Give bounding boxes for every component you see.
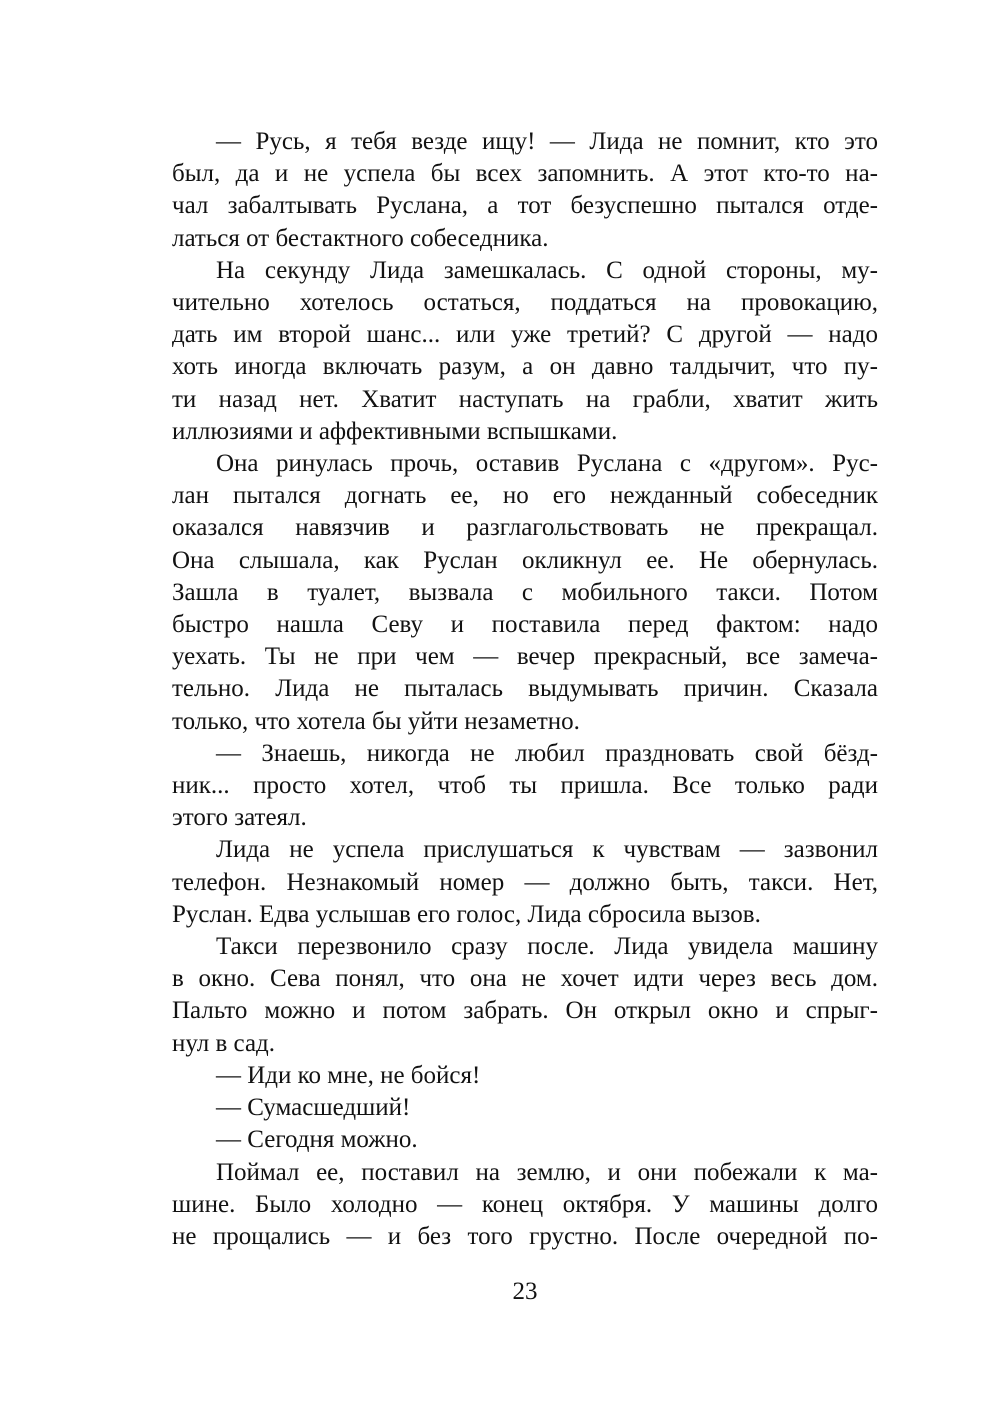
text-line: не прощались — и без того грустно. После очередной по- — [172, 1222, 878, 1250]
paragraph — [172, 738, 878, 835]
text-line: Пальто можно и потом забрать. Он открыл окно и спрыг- — [172, 997, 878, 1025]
text-line: — Сумасшедший! — [216, 1094, 411, 1122]
text-line: — Русь, я тебя везде ищу! — Лида не помнит, кто это — [216, 128, 878, 155]
text-line: Зашла в туалет, вызвала с мобильного такси. Потом — [172, 578, 878, 606]
text-line: телефон. Незнакомый номер — должно быть, такси. Нет, — [172, 868, 878, 896]
text-line: шине. Было холодно — конец октября. У машины долго — [172, 1190, 878, 1218]
text-line: хоть иногда включать разум, а он давно талдычит, что пу- — [172, 353, 878, 381]
text-line: Она слышала, как Руслан окликнул ее. Не обернулась. — [172, 546, 878, 574]
text-line: Руслан. Едва услышав его голос, Лида сбросила вызов. — [172, 900, 761, 928]
text-line: оказался навязчив и разглагольствовать не прекращал. — [172, 514, 878, 542]
text-line: быстро нашла Севу и поставила перед фактом: надо — [172, 611, 878, 639]
paragraph — [172, 255, 878, 448]
text-line: нул в сад. — [172, 1029, 276, 1057]
text-line: тельно. Лида не пыталась выдумывать причин. Сказала — [172, 675, 878, 703]
paragraph — [172, 1092, 878, 1124]
text-line: чительно хотелось остаться, поддаться на провокацию, — [172, 289, 878, 317]
text-line: — Иди ко мне, не бойся! — [216, 1061, 481, 1089]
text-line: ник... просто хотел, чтоб ты пришла. Все только ради — [172, 772, 878, 800]
text-block — [172, 126, 878, 1253]
paragraph — [172, 1060, 878, 1092]
text-line: дать им второй шанс... или уже третий? С другой — надо — [172, 321, 878, 349]
paragraph — [172, 448, 878, 738]
text-line: Такси перезвонило сразу после. Лида увидела машину — [216, 933, 878, 961]
paragraph — [172, 834, 878, 931]
text-line: Поймал ее, поставил на землю, и они побежали к ма- — [216, 1158, 878, 1186]
page-number: 23 — [512, 1278, 538, 1305]
text-line: Лида не успела прислушаться к чувствам — зазвонил — [216, 836, 878, 864]
text-line: — Знаешь, никогда не любил праздновать свой бёзд- — [216, 739, 878, 767]
text-line: чал забалтывать Руслана, а тот безуспешно пытался отде- — [172, 192, 878, 220]
text-line: латься от бестактного собеседника. — [172, 224, 549, 252]
text-line: На секунду Лида замешкалась. С одной стороны, му- — [216, 256, 878, 284]
text-line: этого затеял. — [172, 804, 307, 832]
text-line: уехать. Ты не при чем — вечер прекрасный, все замеча- — [172, 643, 878, 671]
paragraph — [172, 931, 878, 1060]
text-line: ти назад нет. Хватит наступать на грабли, хватит жить — [172, 385, 878, 413]
text-line: — Сегодня можно. — [216, 1126, 418, 1154]
text-line: лан пытался догнать ее, но его нежданный собеседник — [172, 482, 878, 510]
text-line: был, да и не успела бы всех запомнить. А этот кто-то на- — [172, 160, 878, 188]
text-line: только, что хотела бы уйти незаметно. — [172, 707, 580, 735]
paragraph — [172, 126, 878, 255]
paragraph — [172, 1124, 878, 1156]
text-line: иллюзиями и аффективными вспышками. — [172, 417, 618, 445]
text-line: Она ринулась прочь, оставив Руслана с «другом». Рус- — [216, 450, 878, 478]
paragraph — [172, 1157, 878, 1254]
text-line: в окно. Сева понял, что она не хочет идти через весь дом. — [172, 965, 878, 993]
